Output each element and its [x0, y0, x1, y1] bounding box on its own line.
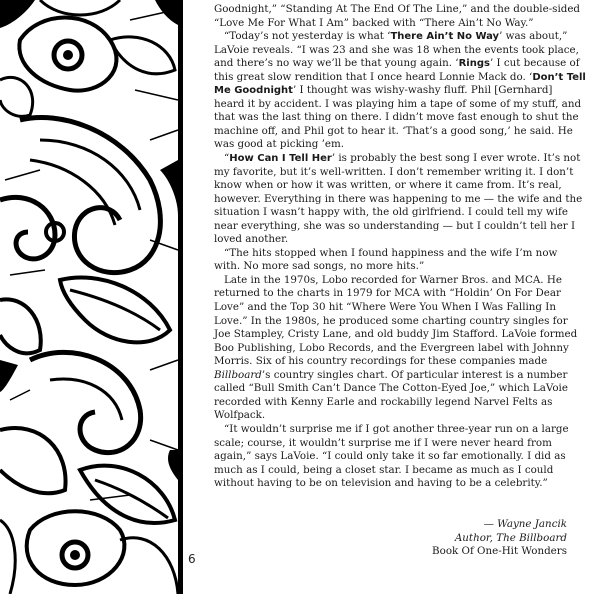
- text-run: ’ was about,” LaVoie reveals. “I was 23 and she was 18 when the events took place, and there’s no way we’ll be that young again. ‘: [214, 30, 579, 70]
- paragraph: [214, 3, 586, 30]
- text-run: “Today’s not yesterday is what ‘: [224, 30, 391, 43]
- article-body: [214, 3, 586, 491]
- paragraph: [214, 30, 586, 152]
- song-title: Rings: [458, 58, 490, 70]
- paragraph: [214, 247, 586, 274]
- paragraph: [214, 274, 586, 423]
- text-run: Goodnight,” “Standing At The End Of The Line,” and the double-sided “Love Me For What I Am” backed with “There Ain’t No Way.”: [214, 3, 581, 29]
- text-run: ’ is probably the best song I ever wrote. It’s not my favorite, but it’s well-written. I don’t remember writing it. I don’t know when or how it was written, or where it came from. It’s real, however. Everything in there was happening to me — the wife and the situation I wasn’t happy with, the old girlfriend. I could tell my wife near everything, she was so understanding — but I couldn’t tell her I loved another.: [214, 152, 583, 246]
- book-title: Book Of One-Hit Wonders: [432, 545, 567, 558]
- text-run: “: [224, 152, 230, 165]
- page-number: 6: [188, 552, 196, 566]
- text-run: ’ I thought was wishy-washy fluff. Phil [Gernhard] heard it by accident. I was playing him a tape of some of my stuff, and that was the last thing on there. I didn’t move fast enough to shut the machine off, and Phil got to hear it. ‘That’s a good song,’ he said. He was good at picking ’em.: [214, 84, 582, 151]
- text-run: ’s country singles chart. Of particular interest is a number called “Bull Smith Can’t Dance The Cotton-Eyed Joe,” which LaVoie recorded with Kenny Earle and rockabilly legend Narvel Felts as Wolfpack.: [214, 368, 568, 422]
- author-credit: [432, 518, 567, 559]
- text-run: “The hits stopped when I found happiness and the wife I’m now with. No more sad songs, no more hits.”: [214, 246, 558, 273]
- song-title: There Ain’t No Way: [390, 31, 500, 43]
- paragraph: [214, 152, 586, 247]
- floral-woodcut-illustration: [0, 0, 183, 594]
- song-title: How Can I Tell Her: [229, 153, 332, 165]
- paragraph: [214, 423, 586, 491]
- text-run: Late in the 1970s, Lobo recorded for Warner Bros. and MCA. He returned to the charts in 1979 for MCA with “Holdin’ On For Dear Love” and the Top 30 hit “Where Were You When I Was Falling In Love.” In the 1980s, he produced some charting country singles for Joe Stampley, Cristy Lane, and old buddy Jim Stafford. LaVoie formed Boo Publishing, Lobo Records, and the Evergreen label with Johnny Morris. Six of his country recordings for these companies made: [214, 273, 578, 368]
- text-run: “It wouldn’t surprise me if I got another three-year run on a large scale; course, it wouldn’t surprise me if I were never heard from again,” says LaVoie. “I could only take it so far emotionally. I did as much as I could, being a closet star. I became as much as I could without having to be on television and having to be a celebrity.”: [214, 422, 569, 490]
- author-title: Author, The Billboard: [454, 531, 567, 544]
- author-name: — Wayne Jancik: [483, 518, 567, 530]
- song-title: Don’t Tell Me Goodnight: [214, 71, 586, 97]
- publication-name: Billboard: [214, 368, 262, 381]
- text-run: ’ I cut because of this great slow rendition that I once heard Lonnie Mack do. ‘: [214, 57, 580, 83]
